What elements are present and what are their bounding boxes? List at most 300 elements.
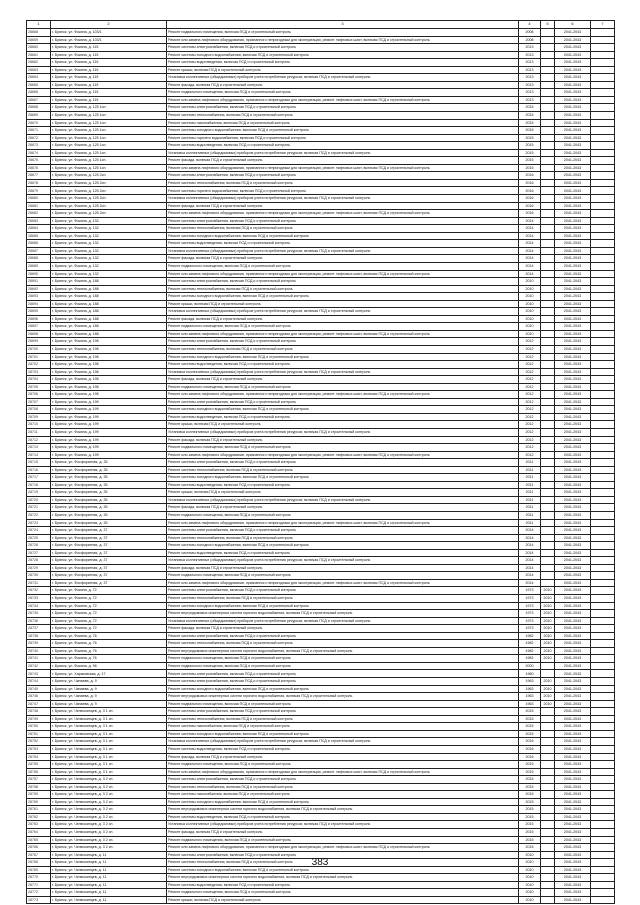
work-type-cell: Ремонт фасада, включая ПСД и строительный контроль (167, 564, 519, 572)
table-row (27, 828, 615, 836)
repair-year-cell (541, 542, 555, 550)
work-type-cell: Ремонт подвального помещения, включая ПСД и строительный контроль (167, 662, 519, 670)
row-number: 28698 (27, 330, 51, 338)
year-cell: 2015 (519, 730, 541, 738)
work-type-cell: Ремонт системы холодного водоснабжения, включая ПСД и строительный контроль (167, 866, 519, 874)
work-type-cell: Ремонт системы водоотведения, включая ПСД и строительный контроль (167, 881, 519, 889)
extra-cell (591, 730, 615, 738)
year-cell: 2012 (519, 421, 541, 429)
work-type-cell: Ремонт системы газоснабжения, включая ПСД и строительный контроль (167, 791, 519, 799)
period-cell: 2041-2043 (555, 89, 591, 97)
row-number: 28667 (27, 96, 51, 104)
table-row (27, 44, 615, 52)
address-cell: г. Брянск, ул. Чапаева, д. 9 (51, 693, 167, 701)
row-number: 28707 (27, 398, 51, 406)
work-type-cell: Ремонт фасада, включая ПСД и строительный контроль (167, 157, 519, 165)
period-cell: 2041-2043 (555, 678, 591, 686)
year-cell: 2015 (519, 738, 541, 746)
table-row (27, 436, 615, 444)
year-cell: 2013 (519, 51, 541, 59)
period-cell: 2041-2043 (555, 519, 591, 527)
work-type-cell: Ремонт системы водоотведения, включая ПСД и строительный контроль (167, 59, 519, 67)
period-cell: 2041-2043 (555, 293, 591, 301)
address-cell: г. Брянск, ул. Фокина, д. 196 (51, 345, 167, 353)
period-cell: 2041-2043 (555, 459, 591, 467)
work-type-cell: Ремонт системы теплоснабжения, включая ПСД и строительный контроль (167, 179, 519, 187)
table-row (27, 451, 615, 459)
period-cell: 2041-2043 (555, 512, 591, 520)
period-cell: 2041-2043 (555, 104, 591, 112)
table-row (27, 587, 615, 595)
year-cell: 2016 (519, 179, 541, 187)
address-cell: г. Брянск, ул. Фокина, д. 125 2сп. (51, 187, 167, 195)
table-row (27, 489, 615, 497)
address-cell: г. Брянск, ул. Фокина, д. 125 1сп. (51, 142, 167, 150)
row-number: 28669 (27, 112, 51, 120)
year-cell: 2015 (519, 715, 541, 723)
period-cell: 2041-2043 (555, 255, 591, 263)
extra-cell (591, 534, 615, 542)
row-number: 28704 (27, 376, 51, 384)
work-type-cell: Ремонт фасада, включая ПСД и строительный контроль (167, 255, 519, 263)
table-row (27, 874, 615, 882)
extra-cell (591, 330, 615, 338)
address-cell: г. Брянск, ул. Фокина, д. 72 (51, 602, 167, 610)
row-number: 28710 (27, 421, 51, 429)
extra-cell (591, 36, 615, 44)
extra-cell (591, 444, 615, 452)
work-type-cell: Ремонт системы теплоснабжения, включая ПСД и строительный контроль (167, 225, 519, 233)
repair-year-cell (541, 519, 555, 527)
row-number: 28702 (27, 361, 51, 369)
extra-cell (591, 768, 615, 776)
table-row (27, 496, 615, 504)
col-header-year: 4 (519, 21, 541, 29)
address-cell: г. Брянск, ул. Фокина, д. 103/1 (51, 29, 167, 37)
work-type-cell: Ремонт или замена лифтового оборудования, признанного непригодным для эксплуатации, ремонт лифтовых шахт, включая ПСД и строительный контроль (167, 768, 519, 776)
extra-cell (591, 96, 615, 104)
extra-cell (591, 836, 615, 844)
year-cell: 1973 (519, 625, 541, 633)
address-cell: г. Брянск, ул. Фокина, д. 76 (51, 655, 167, 663)
repair-year-cell (541, 164, 555, 172)
work-type-cell: Ремонт фасада, включая ПСД и строительный контроль (167, 504, 519, 512)
year-cell: 2012 (519, 451, 541, 459)
table-row (27, 542, 615, 550)
extra-cell (591, 81, 615, 89)
row-number: 28706 (27, 391, 51, 399)
row-number: 28700 (27, 345, 51, 353)
table-row (27, 300, 615, 308)
repair-year-cell (541, 44, 555, 52)
address-cell: г. Брянск, ул. Челюскинцев, д. 11 (51, 889, 167, 897)
repair-year-cell (541, 232, 555, 240)
address-cell: г. Брянск, ул. Фокина, д. 103/1 (51, 36, 167, 44)
work-type-cell: Ремонт крыши, включая ПСД и строительный контроль (167, 66, 519, 74)
row-number: 28708 (27, 406, 51, 414)
work-type-cell: Ремонт внутридомовых инженерных систем горячего водоснабжения, включая ПСД и строительный контроль (167, 806, 519, 814)
year-cell: 2011 (519, 466, 541, 474)
period-cell: 2041-2043 (555, 383, 591, 391)
period-cell: 2041-2043 (555, 640, 591, 648)
year-cell: 2012 (519, 406, 541, 414)
table-row (27, 564, 615, 572)
address-cell: г. Брянск, ул. Фосфоритная, д. 37 (51, 564, 167, 572)
row-number: 28671 (27, 127, 51, 135)
address-cell: г. Брянск, ул. Харьковская, д. 17 (51, 670, 167, 678)
row-number: 28663 (27, 66, 51, 74)
work-type-cell: Ремонт подвального помещения, включая ПСД и строительный контроль (167, 262, 519, 270)
address-cell: г. Брянск, ул. Фосфоритная, д. 37 (51, 542, 167, 550)
work-type-cell: Ремонт системы теплоснабжения, включая ПСД и строительный контроль (167, 640, 519, 648)
repair-year-cell (541, 59, 555, 67)
repair-year-cell: 2010 (541, 617, 555, 625)
work-type-cell: Ремонт фасада, включая ПСД и строительный контроль (167, 81, 519, 89)
address-cell: г. Брянск, ул. Фокина, д. 72 (51, 625, 167, 633)
table-row (27, 345, 615, 353)
row-number: 28694 (27, 300, 51, 308)
work-type-cell: Ремонт подвального помещения, включая ПСД и строительный контроль (167, 889, 519, 897)
work-type-cell: Ремонт системы теплоснабжения, включая ПСД и строительный контроль (167, 466, 519, 474)
year-cell: 2010 (519, 308, 541, 316)
extra-cell (591, 338, 615, 346)
table-row (27, 512, 615, 520)
extra-cell (591, 89, 615, 97)
address-cell: г. Брянск, ул. Челюскинцев, д. 3 2 сп. (51, 821, 167, 829)
repair-year-cell (541, 202, 555, 210)
address-cell: г. Брянск, ул. Чапаева, д. 9 (51, 700, 167, 708)
row-number: 28742 (27, 662, 51, 670)
work-type-cell: Ремонт системы электроснабжения, включая ПСД и строительный контроль (167, 708, 519, 716)
repair-year-cell (541, 451, 555, 459)
table-body (27, 29, 615, 904)
year-cell: 2013 (519, 89, 541, 97)
row-number: 28750 (27, 723, 51, 731)
extra-cell (591, 293, 615, 301)
address-cell: г. Брянск, ул. Челюскинцев, д. 3 1 сп. (51, 745, 167, 753)
work-type-cell: Установка коллективных (общедомовых) приборов учета потребления ресурсов, включая ПСД и строительный контроль (167, 557, 519, 565)
extra-cell (591, 474, 615, 482)
year-cell: 1963 (519, 685, 541, 693)
extra-cell (591, 421, 615, 429)
table-row (27, 262, 615, 270)
row-number: 28716 (27, 466, 51, 474)
extra-cell (591, 632, 615, 640)
extra-cell (591, 210, 615, 218)
extra-cell (591, 549, 615, 557)
year-cell: 1982 (519, 632, 541, 640)
work-type-cell: Ремонт системы электроснабжения, включая ПСД и строительный контроль (167, 44, 519, 52)
row-number: 28705 (27, 383, 51, 391)
row-number: 28714 (27, 451, 51, 459)
year-cell: 1973 (519, 587, 541, 595)
address-cell: г. Брянск, ул. Фокина, д. 199 (51, 398, 167, 406)
address-cell: г. Брянск, ул. Фосфоритная, д. 35 (51, 466, 167, 474)
year-cell: 2012 (519, 436, 541, 444)
extra-cell (591, 519, 615, 527)
repair-year-cell: 2010 (541, 655, 555, 663)
repair-year-cell (541, 761, 555, 769)
period-cell: 2041-2043 (555, 859, 591, 867)
address-cell: г. Брянск, ул. Фокина, д. 98 (51, 662, 167, 670)
address-cell: г. Брянск, ул. Фокина, д. 125 2сп. (51, 172, 167, 180)
table-row (27, 632, 615, 640)
extra-cell (591, 29, 615, 37)
extra-cell (591, 723, 615, 731)
period-cell: 2041-2043 (555, 210, 591, 218)
row-number: 28659 (27, 36, 51, 44)
table-header (27, 21, 615, 29)
table-row (27, 217, 615, 225)
address-cell: г. Брянск, ул. Фокина, д. 196 (51, 361, 167, 369)
period-cell: 2041-2043 (555, 527, 591, 535)
repair-year-cell (541, 466, 555, 474)
work-type-cell: Установка коллективных (общедомовых) приборов учета потребления ресурсов, включая ПСД и строительный контроль (167, 308, 519, 316)
year-cell: 2014 (519, 217, 541, 225)
work-type-cell: Ремонт системы электроснабжения, включая ПСД и строительный контроль (167, 527, 519, 535)
extra-cell (591, 466, 615, 474)
period-cell: 2041-2043 (555, 391, 591, 399)
work-type-cell: Установка коллективных (общедомовых) приборов учета потребления ресурсов, включая ПСД и строительный контроль (167, 368, 519, 376)
extra-cell (591, 783, 615, 791)
year-cell: 2015 (519, 813, 541, 821)
period-cell: 2041-2043 (555, 119, 591, 127)
work-type-cell: Ремонт системы теплоснабжения, включая ПСД и строительный контроль (167, 112, 519, 120)
work-type-cell: Ремонт системы газоснабжения, включая ПСД и строительный контроль (167, 723, 519, 731)
table-row (27, 836, 615, 844)
row-number: 28773 (27, 896, 51, 904)
repair-year-cell (541, 444, 555, 452)
period-cell: 2041-2043 (555, 285, 591, 293)
table-row (27, 51, 615, 59)
repair-year-cell (541, 383, 555, 391)
table-row (27, 783, 615, 791)
row-number: 28683 (27, 217, 51, 225)
repair-year-cell (541, 51, 555, 59)
extra-cell (591, 504, 615, 512)
work-type-cell: Ремонт системы холодного водоснабжения, включая ПСД и строительный контроль (167, 798, 519, 806)
address-cell: г. Брянск, ул. Фокина, д. 188 (51, 285, 167, 293)
extra-cell (591, 436, 615, 444)
table-row (27, 481, 615, 489)
work-type-cell: Ремонт системы электроснабжения, включая ПСД и строительный контроль (167, 851, 519, 859)
table-row (27, 738, 615, 746)
table-row (27, 595, 615, 603)
repair-year-cell (541, 391, 555, 399)
repair-year-cell (541, 255, 555, 263)
address-cell: г. Брянск, ул. Фокина, д. 132 (51, 270, 167, 278)
work-type-cell: Ремонт подвального помещения, включая ПСД и строительный контроль (167, 383, 519, 391)
table-row (27, 602, 615, 610)
address-cell: г. Брянск, ул. Фокина, д. 72 (51, 587, 167, 595)
repair-year-cell (541, 262, 555, 270)
extra-cell (591, 217, 615, 225)
row-number: 28731 (27, 579, 51, 587)
address-cell: г. Брянск, ул. Фокина, д. 199 (51, 444, 167, 452)
row-number: 28660 (27, 44, 51, 52)
address-cell: г. Брянск, ул. Фосфоритная, д. 35 (51, 489, 167, 497)
year-cell: 2013 (519, 66, 541, 74)
work-type-cell: Установка коллективных (общедомовых) приборов учета потребления ресурсов, включая ПСД и строительный контроль (167, 195, 519, 203)
repair-year-cell (541, 889, 555, 897)
year-cell: 2014 (519, 564, 541, 572)
work-type-cell: Ремонт или замена лифтового оборудования, признанного непригодным для эксплуатации, ремонт лифтовых шахт, включая ПСД и строительный контроль (167, 579, 519, 587)
year-cell: 2010 (519, 851, 541, 859)
year-cell: 2012 (519, 376, 541, 384)
table-row (27, 421, 615, 429)
address-cell: г. Брянск, ул. Челюскинцев, д. 3 2 сп. (51, 844, 167, 852)
work-type-cell: Ремонт или замена лифтового оборудования, признанного непригодным для эксплуатации, ремонт лифтовых шахт, включая ПСД и строительный контроль (167, 519, 519, 527)
row-number: 28687 (27, 247, 51, 255)
year-cell: 2015 (519, 828, 541, 836)
period-cell: 2041-2043 (555, 806, 591, 814)
address-cell: г. Брянск, ул. Фокина, д. 196 (51, 383, 167, 391)
extra-cell (591, 413, 615, 421)
year-cell: 2011 (519, 481, 541, 489)
table-row (27, 715, 615, 723)
table-row (27, 610, 615, 618)
extra-cell (591, 889, 615, 897)
period-cell: 2041-2043 (555, 715, 591, 723)
work-type-cell: Ремонт системы водоотведения, включая ПСД и строительный контроль (167, 240, 519, 248)
address-cell: г. Брянск, ул. Фокина, д. 115 (51, 59, 167, 67)
repair-year-cell (541, 481, 555, 489)
row-number: 28715 (27, 459, 51, 467)
work-type-cell: Установка коллективных (общедомовых) приборов учета потребления ресурсов, включая ПСД и строительный контроль (167, 149, 519, 157)
table-row (27, 187, 615, 195)
period-cell: 2041-2043 (555, 662, 591, 670)
extra-cell (591, 745, 615, 753)
work-type-cell: Ремонт системы холодного водоснабжения, включая ПСД и строительный контроль (167, 51, 519, 59)
period-cell: 2041-2043 (555, 542, 591, 550)
work-type-cell: Ремонт внутридомовых инженерных систем горячего водоснабжения, включая ПСД и строительный контроль (167, 693, 519, 701)
repair-year-cell (541, 874, 555, 882)
period-cell: 2041-2043 (555, 278, 591, 286)
repair-year-cell: 2010 (541, 595, 555, 603)
row-number: 28760 (27, 798, 51, 806)
table-row (27, 647, 615, 655)
table-row (27, 308, 615, 316)
extra-cell (591, 202, 615, 210)
table-row (27, 700, 615, 708)
table-row (27, 821, 615, 829)
repair-year-cell: 2010 (541, 700, 555, 708)
repair-year-cell (541, 896, 555, 904)
repair-year-cell (541, 496, 555, 504)
address-cell: г. Брянск, ул. Фосфоритная, д. 35 (51, 496, 167, 504)
repair-year-cell (541, 557, 555, 565)
repair-year-cell (541, 179, 555, 187)
row-number: 28741 (27, 655, 51, 663)
row-number: 28769 (27, 866, 51, 874)
extra-cell (591, 149, 615, 157)
extra-cell (591, 383, 615, 391)
address-cell: г. Брянск, ул. Фокина, д. 115 (51, 74, 167, 82)
repair-year-cell (541, 783, 555, 791)
period-cell: 2041-2043 (555, 466, 591, 474)
row-number: 28682 (27, 210, 51, 218)
extra-cell (591, 542, 615, 550)
row-number: 28723 (27, 519, 51, 527)
work-type-cell: Ремонт системы электроснабжения, включая ПСД и строительный контроль (167, 217, 519, 225)
work-type-cell: Установка коллективных (общедомовых) приборов учета потребления ресурсов, включая ПСД и строительный контроль (167, 428, 519, 436)
table-row (27, 730, 615, 738)
repair-year-cell (541, 723, 555, 731)
row-number: 28721 (27, 504, 51, 512)
extra-cell (591, 640, 615, 648)
year-cell: 2015 (519, 791, 541, 799)
year-cell: 2008 (519, 36, 541, 44)
table-row (27, 466, 615, 474)
table-row (27, 361, 615, 369)
address-cell: г. Брянск, ул. Челюскинцев, д. 3 1 сп. (51, 708, 167, 716)
address-cell: г. Брянск, ул. Фокина, д. 125 2сп. (51, 202, 167, 210)
period-cell: 2041-2043 (555, 270, 591, 278)
table-row (27, 240, 615, 248)
table-row (27, 662, 615, 670)
year-cell: 2010 (519, 896, 541, 904)
repair-year-cell (541, 813, 555, 821)
table-row (27, 142, 615, 150)
work-type-cell: Ремонт системы холодного водоснабжения, включая ПСД и строительный контроль (167, 685, 519, 693)
address-cell: г. Брянск, ул. Фокина, д. 115 (51, 44, 167, 52)
repair-year-cell (541, 217, 555, 225)
repair-year-cell (541, 579, 555, 587)
repair-year-cell (541, 187, 555, 195)
period-cell: 2041-2043 (555, 44, 591, 52)
address-cell: г. Брянск, ул. Челюскинцев, д. 3 1 сп. (51, 753, 167, 761)
row-number: 28685 (27, 232, 51, 240)
table-row (27, 768, 615, 776)
repair-year-cell (541, 210, 555, 218)
address-cell: г. Брянск, ул. Фокина, д. 132 (51, 225, 167, 233)
row-number: 28737 (27, 625, 51, 633)
extra-cell (591, 625, 615, 633)
address-cell: г. Брянск, ул. Фокина, д. 199 (51, 406, 167, 414)
repair-year-cell (541, 527, 555, 535)
year-cell: 2015 (519, 157, 541, 165)
repair-year-cell (541, 353, 555, 361)
address-cell: г. Брянск, ул. Фосфоритная, д. 37 (51, 534, 167, 542)
repair-year-cell (541, 74, 555, 82)
address-cell: г. Брянск, ул. Фосфоритная, д. 37 (51, 527, 167, 535)
period-cell: 2041-2043 (555, 685, 591, 693)
address-cell: г. Брянск, ул. Челюскинцев, д. 3 2 сп. (51, 791, 167, 799)
table-row (27, 881, 615, 889)
year-cell: 2014 (519, 542, 541, 550)
work-type-cell: Ремонт системы водоотведения, включая ПСД и строительный контроль (167, 745, 519, 753)
year-cell: 2014 (519, 270, 541, 278)
extra-cell (591, 496, 615, 504)
table-row (27, 172, 615, 180)
repair-year-cell: 2010 (541, 678, 555, 686)
year-cell: 2011 (519, 496, 541, 504)
period-cell: 2041-2043 (555, 602, 591, 610)
extra-cell (591, 896, 615, 904)
extra-cell (591, 655, 615, 663)
year-cell: 2010 (519, 866, 541, 874)
work-type-cell: Ремонт системы холодного водоснабжения, включая ПСД и строительный контроль (167, 602, 519, 610)
year-cell: 2016 (519, 172, 541, 180)
address-cell: г. Брянск, ул. Фосфоритная, д. 35 (51, 474, 167, 482)
work-type-cell: Ремонт фасада, включая ПСД и строительный контроль (167, 202, 519, 210)
repair-year-cell (541, 549, 555, 557)
work-type-cell: Ремонт системы теплоснабжения, включая ПСД и строительный контроль (167, 859, 519, 867)
year-cell: 2012 (519, 338, 541, 346)
row-number: 28720 (27, 496, 51, 504)
address-cell: г. Брянск, ул. Челюскинцев, д. 11 (51, 851, 167, 859)
period-cell: 2041-2043 (555, 896, 591, 904)
